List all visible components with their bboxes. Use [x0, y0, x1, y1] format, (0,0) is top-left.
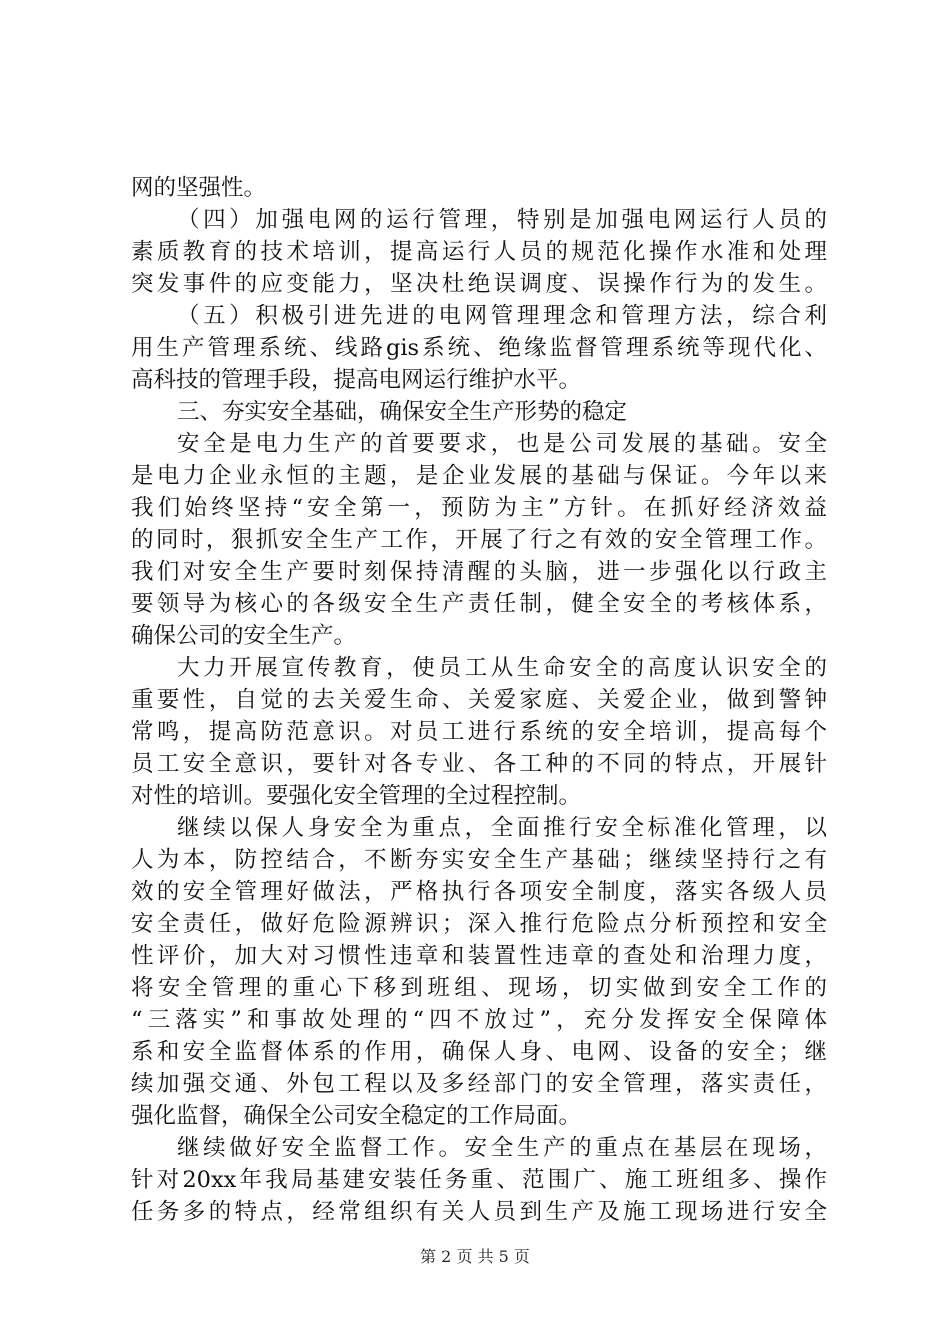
text-line: 是电力企业永恒的主题，是企业发展的基础与保证。今年以来: [131, 463, 827, 489]
text-line: 大力开展宣传教育，使员工从生命安全的高度认识安全的: [177, 655, 827, 681]
text-line: 任务多的特点，经常组织有关人员到生产及施工现场进行安全: [131, 1199, 827, 1225]
text-line: 网的坚强性。: [131, 175, 267, 201]
text-line: 针对20xx年我局基建安装任务重、范围广、施工班组多、操作: [131, 1167, 827, 1193]
text-line: 用生产管理系统、线路gis系统、绝缘监督管理系统等现代化、: [131, 335, 827, 361]
text-line: 安全是电力生产的首要要求，也是公司发展的基础。安全: [177, 431, 827, 457]
text-line: （四）加强电网的运行管理，特别是加强电网运行人员的: [177, 207, 827, 233]
text-line: 对性的培训。要强化安全管理的全过程控制。: [131, 783, 582, 809]
text-line: 员工安全意识，要针对各专业、各工种的不同的特点，开展针: [131, 751, 827, 777]
text-line: 常鸣，提高防范意识。对员工进行系统的安全培训，提高每个: [131, 719, 827, 745]
page-footer: 第 2 页 共 5 页: [420, 1247, 530, 1266]
text-line: 继续以保人身安全为重点，全面推行安全标准化管理，以: [177, 815, 827, 841]
text-line: 突发事件的应变能力，坚决杜绝误调度、误操作行为的发生。: [131, 271, 827, 297]
document-body: [131, 172, 827, 1228]
text-line: 素质教育的技术培训，提高运行人员的规范化操作水准和处理: [131, 239, 827, 265]
text-line: 的同时，狠抓安全生产工作，开展了行之有效的安全管理工作。: [131, 527, 827, 553]
text-line: 强化监督，确保全公司安全稳定的工作局面。: [131, 1103, 582, 1129]
text-line: “三落实”和事故处理的“四不放过”，充分发挥安全保障体: [131, 1007, 827, 1033]
text-line: 系和安全监督体系的作用，确保人身、电网、设备的安全；继: [131, 1039, 827, 1065]
text-line: 我们对安全生产要时刻保持清醒的头脑，进一步强化以行政主: [131, 559, 827, 585]
text-line: 人为本，防控结合，不断夯实安全生产基础；继续坚持行之有: [131, 847, 827, 873]
text-line: 性评价，加大对习惯性违章和装置性违章的查处和治理力度，: [131, 943, 827, 969]
text-line: 高科技的管理手段，提高电网运行维护水平。: [131, 367, 582, 393]
text-line: 将安全管理的重心下移到班组、现场，切实做到安全工作的: [131, 975, 827, 1001]
text-line: 确保公司的安全生产。: [131, 623, 357, 649]
text-line: 重要性，自觉的去关爱生命、关爱家庭、关爱企业，做到警钟: [131, 687, 827, 713]
text-line: 继续做好安全监督工作。安全生产的重点在基层在现场，: [177, 1135, 827, 1161]
section-heading: 三、夯实安全基础，确保安全生产形势的稳定: [177, 399, 628, 425]
text-line: 效的安全管理好做法，严格执行各项安全制度，落实各级人员: [131, 879, 827, 905]
text-line: 要领导为核心的各级安全生产责任制，健全安全的考核体系，: [131, 591, 827, 617]
text-line: 我们始终坚持“安全第一，预防为主”方针。在抓好经济效益: [131, 495, 827, 521]
text-line: 续加强交通、外包工程以及多经部门的安全管理，落实责任，: [131, 1071, 827, 1097]
text-line: 安全责任，做好危险源辨识；深入推行危险点分析预控和安全: [131, 911, 827, 937]
text-line: （五）积极引进先进的电网管理理念和管理方法，综合利: [177, 303, 827, 329]
